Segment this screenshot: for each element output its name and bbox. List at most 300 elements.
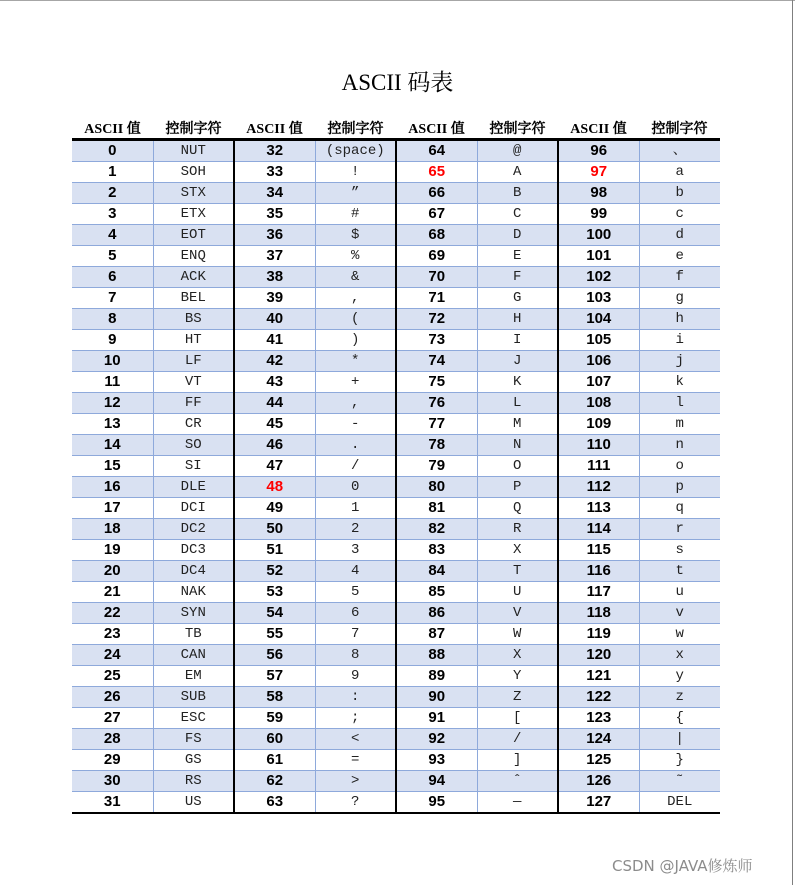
ascii-value-cell: 6 [72,267,153,288]
ascii-value-cell: 121 [558,666,639,687]
ascii-value-cell: 36 [234,225,315,246]
char-cell: d [639,225,720,246]
ascii-value-cell: 44 [234,393,315,414]
ascii-value-cell: 112 [558,477,639,498]
char-cell: DLE [153,477,234,498]
ascii-value-cell: 55 [234,624,315,645]
ascii-value-cell: 4 [72,225,153,246]
char-cell: DC3 [153,540,234,561]
ascii-value-cell: 96 [558,140,639,162]
ascii-value-cell: 116 [558,561,639,582]
char-cell: I [477,330,558,351]
char-cell: 0 [315,477,396,498]
ascii-value-cell: 108 [558,393,639,414]
page-border-right [792,0,793,885]
ascii-value-cell: 100 [558,225,639,246]
char-cell: | [639,729,720,750]
char-cell: p [639,477,720,498]
ascii-value-cell: 76 [396,393,477,414]
ascii-value-cell: 1 [72,162,153,183]
ascii-value-cell: 80 [396,477,477,498]
header-ascii-value: ASCII 值 [396,116,477,140]
ascii-value-cell: 20 [72,561,153,582]
char-cell: m [639,414,720,435]
ascii-value-cell: 111 [558,456,639,477]
table-row [72,645,720,666]
char-cell: V [477,603,558,624]
ascii-value-cell: 75 [396,372,477,393]
ascii-value-cell: 104 [558,309,639,330]
char-cell: ” [315,183,396,204]
ascii-value-cell: 49 [234,498,315,519]
ascii-value-cell: 41 [234,330,315,351]
char-cell: * [315,351,396,372]
table-row [72,162,720,183]
ascii-value-cell: 23 [72,624,153,645]
ascii-value-cell: 0 [72,140,153,162]
table-row [72,582,720,603]
header-control-char: 控制字符 [315,116,396,140]
char-cell: (space) [315,140,396,162]
table-row [72,603,720,624]
table-row [72,414,720,435]
table-row [72,750,720,771]
ascii-value-cell: 113 [558,498,639,519]
char-cell: { [639,708,720,729]
ascii-value-cell: 51 [234,540,315,561]
char-cell: C [477,204,558,225]
ascii-value-cell: 14 [72,435,153,456]
char-cell: ( [315,309,396,330]
ascii-value-cell: 54 [234,603,315,624]
char-cell: M [477,414,558,435]
char-cell: y [639,666,720,687]
ascii-value-cell: 42 [234,351,315,372]
ascii-value-cell: 122 [558,687,639,708]
ascii-value-cell: 98 [558,183,639,204]
ascii-value-cell: 79 [396,456,477,477]
ascii-value-cell: 25 [72,666,153,687]
char-cell: h [639,309,720,330]
char-cell: SOH [153,162,234,183]
char-cell: W [477,624,558,645]
ascii-value-cell: 7 [72,288,153,309]
char-cell: 2 [315,519,396,540]
ascii-value-cell: 59 [234,708,315,729]
table-row [72,729,720,750]
char-cell: H [477,309,558,330]
ascii-value-cell: 9 [72,330,153,351]
char-cell: U [477,582,558,603]
table-row [72,351,720,372]
header-control-char: 控制字符 [639,116,720,140]
char-cell: BEL [153,288,234,309]
char-cell: HT [153,330,234,351]
char-cell: n [639,435,720,456]
ascii-value-cell: 70 [396,267,477,288]
ascii-value-cell: 2 [72,183,153,204]
table-row [72,477,720,498]
ascii-value-cell: 50 [234,519,315,540]
char-cell: CR [153,414,234,435]
ascii-value-cell: 81 [396,498,477,519]
header-control-char: 控制字符 [153,116,234,140]
ascii-value-cell: 53 [234,582,315,603]
ascii-value-cell: 84 [396,561,477,582]
ascii-value-cell: 89 [396,666,477,687]
char-cell: ? [315,792,396,814]
watermark: CSDN @JAVA修炼师 [612,857,753,875]
ascii-value-cell: 103 [558,288,639,309]
char-cell: # [315,204,396,225]
char-cell: > [315,771,396,792]
table-row [72,540,720,561]
ascii-value-cell: 78 [396,435,477,456]
char-cell: a [639,162,720,183]
char-cell: NAK [153,582,234,603]
char-cell: SYN [153,603,234,624]
char-cell: . [315,435,396,456]
char-cell: / [477,729,558,750]
ascii-value-cell: 119 [558,624,639,645]
ascii-value-cell: 3 [72,204,153,225]
ascii-value-cell: 19 [72,540,153,561]
ascii-value-cell: 43 [234,372,315,393]
char-cell: + [315,372,396,393]
char-cell: b [639,183,720,204]
table-row [72,624,720,645]
char-cell: / [315,456,396,477]
char-cell: , [315,393,396,414]
char-cell: s [639,540,720,561]
char-cell: - [315,414,396,435]
char-cell: [ [477,708,558,729]
ascii-value-cell: 62 [234,771,315,792]
ascii-value-cell: 126 [558,771,639,792]
table-row [72,435,720,456]
char-cell: ETX [153,204,234,225]
char-cell: US [153,792,234,814]
char-cell: j [639,351,720,372]
ascii-value-cell: 63 [234,792,315,814]
char-cell: ] [477,750,558,771]
table-row [72,309,720,330]
char-cell: BS [153,309,234,330]
ascii-value-cell: 86 [396,603,477,624]
char-cell: q [639,498,720,519]
char-cell: 3 [315,540,396,561]
char-cell: STX [153,183,234,204]
header-control-char: 控制字符 [477,116,558,140]
ascii-value-cell: 120 [558,645,639,666]
char-cell: r [639,519,720,540]
char-cell: R [477,519,558,540]
char-cell: 4 [315,561,396,582]
ascii-value-cell: 52 [234,561,315,582]
ascii-value-cell: 37 [234,246,315,267]
char-cell: t [639,561,720,582]
char-cell: e [639,246,720,267]
ascii-value-cell: 60 [234,729,315,750]
char-cell: F [477,267,558,288]
table-row [72,561,720,582]
table-row [72,140,720,162]
ascii-value-cell: 40 [234,309,315,330]
ascii-value-cell: 33 [234,162,315,183]
char-cell: 9 [315,666,396,687]
ascii-value-cell: 91 [396,708,477,729]
table-row [72,246,720,267]
char-cell: 6 [315,603,396,624]
table-row [72,393,720,414]
ascii-value-cell: 124 [558,729,639,750]
ascii-value-cell: 123 [558,708,639,729]
char-cell: , [315,288,396,309]
char-cell: ) [315,330,396,351]
char-cell: DEL [639,792,720,814]
ascii-value-cell: 105 [558,330,639,351]
char-cell: DC2 [153,519,234,540]
char-cell: k [639,372,720,393]
char-cell: o [639,456,720,477]
ascii-value-cell: 66 [396,183,477,204]
ascii-value-cell: 11 [72,372,153,393]
ascii-value-cell: 117 [558,582,639,603]
table-row [72,288,720,309]
ascii-value-cell: 97 [558,162,639,183]
page-title: ASCII 码表 [341,70,454,95]
ascii-value-cell: 5 [72,246,153,267]
char-cell: ! [315,162,396,183]
ascii-table [72,116,720,814]
char-cell: w [639,624,720,645]
ascii-value-cell: 10 [72,351,153,372]
ascii-value-cell: 69 [396,246,477,267]
page-border-top [0,0,795,1]
ascii-value-cell: 15 [72,456,153,477]
char-cell: 、 [639,140,720,162]
ascii-value-cell: 30 [72,771,153,792]
char-cell: EM [153,666,234,687]
char-cell: NUT [153,140,234,162]
char-cell: DCI [153,498,234,519]
char-cell: E [477,246,558,267]
ascii-value-cell: 73 [396,330,477,351]
ascii-value-cell: 99 [558,204,639,225]
char-cell: A [477,162,558,183]
ascii-value-cell: 85 [396,582,477,603]
char-cell: ESC [153,708,234,729]
ascii-value-cell: 39 [234,288,315,309]
ascii-value-cell: 46 [234,435,315,456]
char-cell: c [639,204,720,225]
char-cell: VT [153,372,234,393]
ascii-value-cell: 118 [558,603,639,624]
table-row [72,204,720,225]
char-cell: < [315,729,396,750]
char-cell: 1 [315,498,396,519]
char-cell: ACK [153,267,234,288]
ascii-value-cell: 82 [396,519,477,540]
table-header-row [72,116,720,140]
table-row [72,456,720,477]
char-cell: SI [153,456,234,477]
char-cell: $ [315,225,396,246]
ascii-value-cell: 68 [396,225,477,246]
table-row [72,666,720,687]
char-cell: g [639,288,720,309]
ascii-value-cell: 18 [72,519,153,540]
char-cell: ENQ [153,246,234,267]
char-cell: TB [153,624,234,645]
char-cell: DC4 [153,561,234,582]
ascii-value-cell: 47 [234,456,315,477]
table-row [72,771,720,792]
char-cell: FF [153,393,234,414]
char-cell: D [477,225,558,246]
char-cell: f [639,267,720,288]
char-cell: ˜ [639,771,720,792]
char-cell: X [477,645,558,666]
ascii-value-cell: 87 [396,624,477,645]
ascii-value-cell: 83 [396,540,477,561]
table-body [72,140,720,814]
ascii-value-cell: 24 [72,645,153,666]
ascii-value-cell: 61 [234,750,315,771]
ascii-value-cell: 92 [396,729,477,750]
ascii-value-cell: 22 [72,603,153,624]
ascii-value-cell: 31 [72,792,153,814]
table-row [72,708,720,729]
char-cell: 7 [315,624,396,645]
ascii-value-cell: 29 [72,750,153,771]
ascii-value-cell: 26 [72,687,153,708]
char-cell: @ [477,140,558,162]
ascii-value-cell: 110 [558,435,639,456]
ascii-value-cell: 115 [558,540,639,561]
char-cell: Y [477,666,558,687]
ascii-value-cell: 64 [396,140,477,162]
table-row [72,372,720,393]
char-cell: 5 [315,582,396,603]
ascii-value-cell: 27 [72,708,153,729]
table-row [72,183,720,204]
char-cell: SO [153,435,234,456]
char-cell: : [315,687,396,708]
ascii-value-cell: 106 [558,351,639,372]
char-cell: x [639,645,720,666]
char-cell: z [639,687,720,708]
ascii-value-cell: 12 [72,393,153,414]
char-cell: RS [153,771,234,792]
ascii-value-cell: 109 [558,414,639,435]
ascii-value-cell: 125 [558,750,639,771]
ascii-value-cell: 57 [234,666,315,687]
char-cell: FS [153,729,234,750]
char-cell: N [477,435,558,456]
table-row [72,519,720,540]
char-cell: K [477,372,558,393]
ascii-value-cell: 94 [396,771,477,792]
ascii-value-cell: 67 [396,204,477,225]
ascii-value-cell: 77 [396,414,477,435]
char-cell: EOT [153,225,234,246]
char-cell: & [315,267,396,288]
char-cell: 8 [315,645,396,666]
char-cell: X [477,540,558,561]
table-row [72,267,720,288]
char-cell: v [639,603,720,624]
table-row [72,225,720,246]
char-cell: ; [315,708,396,729]
char-cell: u [639,582,720,603]
ascii-value-cell: 32 [234,140,315,162]
ascii-value-cell: 58 [234,687,315,708]
ascii-value-cell: 90 [396,687,477,708]
ascii-value-cell: 127 [558,792,639,814]
char-cell: % [315,246,396,267]
ascii-value-cell: 95 [396,792,477,814]
header-ascii-value: ASCII 值 [72,116,153,140]
header-ascii-value: ASCII 值 [234,116,315,140]
ascii-value-cell: 48 [234,477,315,498]
char-cell: P [477,477,558,498]
ascii-value-cell: 71 [396,288,477,309]
char-cell: = [315,750,396,771]
ascii-value-cell: 38 [234,267,315,288]
ascii-value-cell: 107 [558,372,639,393]
table-row [72,330,720,351]
char-cell: LF [153,351,234,372]
table-row [72,792,720,814]
char-cell: Z [477,687,558,708]
char-cell: G [477,288,558,309]
char-cell: i [639,330,720,351]
ascii-value-cell: 101 [558,246,639,267]
char-cell: L [477,393,558,414]
ascii-value-cell: 28 [72,729,153,750]
ascii-value-cell: 102 [558,267,639,288]
char-cell: SUB [153,687,234,708]
ascii-value-cell: 35 [234,204,315,225]
char-cell: O [477,456,558,477]
table-row [72,687,720,708]
char-cell: CAN [153,645,234,666]
char-cell: ˆ [477,771,558,792]
char-cell: } [639,750,720,771]
ascii-value-cell: 114 [558,519,639,540]
char-cell: Q [477,498,558,519]
ascii-value-cell: 8 [72,309,153,330]
char-cell: — [477,792,558,814]
ascii-value-cell: 88 [396,645,477,666]
ascii-value-cell: 56 [234,645,315,666]
char-cell: GS [153,750,234,771]
ascii-value-cell: 21 [72,582,153,603]
table-row [72,498,720,519]
char-cell: J [477,351,558,372]
char-cell: T [477,561,558,582]
char-cell: l [639,393,720,414]
ascii-value-cell: 13 [72,414,153,435]
ascii-value-cell: 45 [234,414,315,435]
ascii-value-cell: 72 [396,309,477,330]
ascii-value-cell: 93 [396,750,477,771]
char-cell: B [477,183,558,204]
ascii-value-cell: 65 [396,162,477,183]
ascii-value-cell: 74 [396,351,477,372]
ascii-value-cell: 17 [72,498,153,519]
